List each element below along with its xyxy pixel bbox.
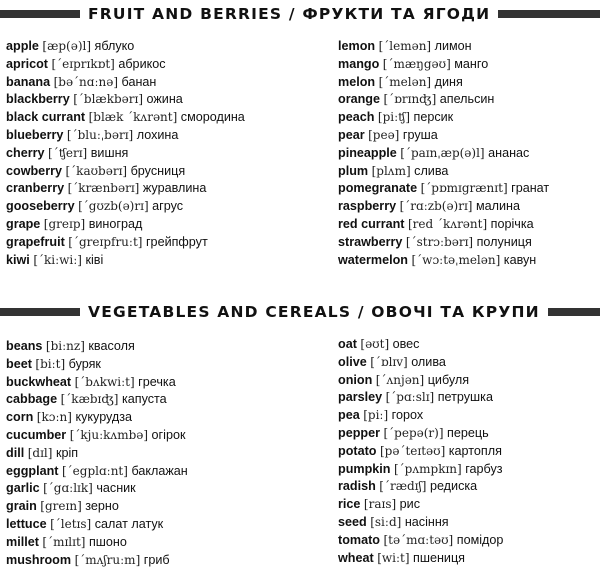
entry-word: orange xyxy=(338,92,380,107)
entry-word: onion xyxy=(338,372,373,387)
entry-word: dill xyxy=(6,445,25,460)
entry-word: pomegranate xyxy=(338,181,418,196)
vocab-entry xyxy=(338,478,503,496)
entry-word: red currant xyxy=(338,216,405,231)
entry-translation: овес xyxy=(392,337,420,351)
entry-transcription: [ˊmɪlɪt] xyxy=(42,534,86,549)
entry-word: melon xyxy=(338,74,376,89)
entry-word: garlic xyxy=(6,481,40,496)
entry-transcription: [ˊpaɪnˌæp(ə)l] xyxy=(400,145,485,160)
entry-translation: рис xyxy=(399,497,421,512)
entry-word: blueberry xyxy=(6,127,64,142)
entry-transcription: [piː] xyxy=(363,408,389,423)
entry-transcription: [ˊbluːˌbərɪ] xyxy=(66,127,134,142)
vocab-entry xyxy=(6,252,245,270)
entry-translation: ожина xyxy=(146,92,183,107)
entry-word: radish xyxy=(338,479,376,494)
entry-word: lettuce xyxy=(6,516,47,531)
entry-translation: лимон xyxy=(434,39,472,53)
entry-transcription: [ˊegplɑːnt] xyxy=(61,463,128,478)
vocab-entry xyxy=(338,91,549,109)
entry-transcription: [ˊpepə(r)] xyxy=(383,425,444,440)
entry-transcription: [wiːt] xyxy=(377,550,410,565)
entry-translation: лохина xyxy=(136,127,179,142)
vocab-entry xyxy=(338,354,503,372)
vocab-entry xyxy=(338,407,503,425)
vocab-entry xyxy=(338,198,549,216)
entry-transcription: [ˊɒrɪnʤ] xyxy=(383,92,437,107)
entry-translation: малина xyxy=(475,199,520,214)
vocab-entry xyxy=(338,550,503,568)
entry-word: grape xyxy=(6,216,41,231)
vocab-entry xyxy=(338,109,549,127)
vocab-entry xyxy=(6,198,245,216)
entry-word: parsley xyxy=(338,390,383,405)
vocab-entry xyxy=(6,163,245,181)
entry-word: mango xyxy=(338,56,380,71)
vegetables-list-left xyxy=(6,338,188,569)
entry-transcription: [æp(ə)l] xyxy=(42,39,92,53)
vocab-entry xyxy=(338,443,503,461)
entry-translation: слива xyxy=(414,163,449,178)
vegetables-section-header xyxy=(0,300,600,324)
entry-word: olive xyxy=(338,354,367,369)
entry-word: blackberry xyxy=(6,92,70,107)
entry-transcription: [ˊbʌkwiːt] xyxy=(74,374,135,389)
vocab-entry xyxy=(6,74,245,92)
entry-transcription: [ˊmʌʃruːm] xyxy=(74,552,141,567)
vocab-entry xyxy=(6,338,188,356)
entry-translation: манго xyxy=(454,56,489,71)
entry-transcription: [ˊɒlɪv] xyxy=(370,354,408,369)
entry-word: apple xyxy=(6,39,39,53)
entry-translation: полуниця xyxy=(476,234,532,249)
header-bar-left xyxy=(0,10,80,18)
entry-word: seed xyxy=(338,514,367,529)
entry-transcription: [ˊkjuːkʌmbə] xyxy=(69,427,149,442)
entry-translation: зерно xyxy=(85,499,119,514)
entry-translation: огірок xyxy=(151,427,186,442)
entry-transcription: [plʌm] xyxy=(371,163,411,178)
entry-transcription: [ˊgʊzb(ə)rɪ] xyxy=(78,199,149,214)
entry-transcription: [ˊlemən] xyxy=(378,39,432,53)
entry-translation: петрушка xyxy=(437,390,493,405)
entry-transcription: [ˊgɑːlɪk] xyxy=(43,481,93,496)
entry-translation: брусниця xyxy=(130,163,186,178)
entry-transcription: [raɪs] xyxy=(363,497,397,512)
header-bar-right xyxy=(548,308,600,316)
entry-transcription: [ˊblækbərɪ] xyxy=(73,92,144,107)
entry-transcription: [pəˊteɪtəʊ] xyxy=(379,443,446,458)
vocab-entry xyxy=(338,38,549,56)
entry-word: pineapple xyxy=(338,145,397,160)
entry-translation: персик xyxy=(413,110,454,125)
entry-word: gooseberry xyxy=(6,199,75,214)
entry-transcription: [ˊeɪprɪkɒt] xyxy=(51,56,115,71)
entry-translation: часник xyxy=(96,481,136,496)
vocab-entry xyxy=(6,56,245,74)
header-bar-left xyxy=(0,308,80,316)
vocab-entry xyxy=(6,91,245,109)
entry-word: black currant xyxy=(6,110,86,125)
entry-word: millet xyxy=(6,534,39,549)
entry-translation: горох xyxy=(391,408,424,423)
entry-transcription: [ˊkaʊbərɪ] xyxy=(65,163,128,178)
entry-transcription: [ˊʧerɪ] xyxy=(48,145,88,160)
entry-transcription: [ˊpɑːslɪ] xyxy=(385,390,435,405)
entry-word: cowberry xyxy=(6,163,62,178)
entry-word: watermelon xyxy=(338,252,408,267)
entry-transcription: [ˊpʌmpkɪn] xyxy=(393,461,462,476)
entry-transcription: [ˊletɪs] xyxy=(50,516,92,531)
entry-translation: кріп xyxy=(55,445,79,460)
vocab-entry xyxy=(6,109,245,127)
vocab-entry xyxy=(338,74,549,92)
entry-translation: агрус xyxy=(152,199,184,214)
entry-translation: порічка xyxy=(490,216,534,231)
entry-word: peach xyxy=(338,110,375,125)
vocab-entry xyxy=(338,389,503,407)
entry-transcription: [ˊkrænbərɪ] xyxy=(67,181,140,196)
entry-transcription: [greɪp] xyxy=(43,216,86,231)
entry-translation: вишня xyxy=(90,145,129,160)
vocab-entry xyxy=(6,234,245,252)
entry-translation: ананас xyxy=(488,145,530,160)
entry-word: buckwheat xyxy=(6,374,72,389)
entry-word: grapefruit xyxy=(6,234,65,249)
entry-word: pear xyxy=(338,127,365,142)
entry-translation: кавун xyxy=(503,252,537,267)
entry-word: rice xyxy=(338,497,361,512)
entry-translation: пшоно xyxy=(88,534,127,549)
entry-translation: журавлина xyxy=(142,181,207,196)
entry-translation: банан xyxy=(121,74,157,89)
entry-transcription: [bəˊnɑːnə] xyxy=(53,74,119,89)
entry-transcription: [ˊmæŋgəʊ] xyxy=(382,56,451,71)
entry-translation: помідор xyxy=(456,532,504,547)
entry-translation: пшениця xyxy=(413,550,465,565)
entry-translation: гранат xyxy=(511,181,550,196)
header-bar-right xyxy=(498,10,600,18)
entry-translation: картопля xyxy=(448,443,502,458)
entry-translation: насіння xyxy=(404,514,449,529)
entry-word: cucumber xyxy=(6,427,67,442)
entry-word: corn xyxy=(6,410,34,425)
entry-translation: виноград xyxy=(88,216,143,231)
entry-word: banana xyxy=(6,74,51,89)
vegetables-section-title: VEGETABLES AND CEREALS / ОВОЧІ ТА КРУПИ xyxy=(88,303,540,321)
vocab-entry xyxy=(6,552,188,569)
vocab-entry xyxy=(6,534,188,552)
vocab-entry xyxy=(6,516,188,534)
vocab-entry xyxy=(6,216,245,234)
vocab-entry xyxy=(338,180,549,198)
entry-transcription: [biːt] xyxy=(35,356,66,371)
entry-translation: квасоля xyxy=(88,339,135,353)
entry-transcription: [ˊwɔːtəˌmelən] xyxy=(411,252,501,267)
entry-translation: гречка xyxy=(138,374,176,389)
entry-word: wheat xyxy=(338,550,374,565)
vocab-entry xyxy=(6,180,245,198)
entry-transcription: [ˊgreɪpfruːt] xyxy=(68,234,143,249)
entry-word: tomato xyxy=(338,532,380,547)
entry-word: apricot xyxy=(6,56,48,71)
entry-transcription: [ˊʌnjən] xyxy=(375,372,425,387)
entry-transcription: [peə] xyxy=(368,127,400,142)
vocab-entry xyxy=(6,391,188,409)
entry-transcription: [ˊmelən] xyxy=(378,74,432,89)
entry-word: grain xyxy=(6,499,37,514)
vocab-entry xyxy=(338,216,549,234)
entry-transcription: [ˊstrɔːbərɪ] xyxy=(405,234,474,249)
entry-translation: гриб xyxy=(143,552,170,567)
entry-word: pumpkin xyxy=(338,461,391,476)
entry-word: eggplant xyxy=(6,463,59,478)
entry-translation: апельсин xyxy=(439,92,495,107)
vocab-entry xyxy=(6,463,188,481)
vocab-entry xyxy=(6,127,245,145)
vocab-entry xyxy=(6,356,188,374)
entry-word: cranberry xyxy=(6,181,65,196)
entry-translation: олива xyxy=(411,354,446,369)
entry-transcription: [piːʧ] xyxy=(377,110,411,125)
entry-translation: буряк xyxy=(68,356,101,371)
vocab-entry xyxy=(6,427,188,445)
entry-transcription: [ˊpɒmɪgrænɪt] xyxy=(420,181,508,196)
entry-transcription: [red ˊkʌrənt] xyxy=(408,216,488,231)
entry-translation: перець xyxy=(447,425,489,440)
fruit-section-header xyxy=(0,2,600,26)
entry-transcription: [dɪl] xyxy=(27,445,53,460)
vocab-entry xyxy=(338,514,503,532)
entry-word: potato xyxy=(338,443,377,458)
entry-transcription: [ˊkæbɪʤ] xyxy=(60,392,119,407)
entry-transcription: [biːnz] xyxy=(45,339,85,353)
entry-transcription: [greɪn] xyxy=(40,499,82,514)
entry-translation: грейпфрут xyxy=(145,234,208,249)
vocab-entry xyxy=(338,234,549,252)
entry-translation: абрикос xyxy=(118,56,166,71)
entry-translation: баклажан xyxy=(131,463,188,478)
entry-transcription: [təˊmɑːtəʊ] xyxy=(383,532,454,547)
vocab-entry xyxy=(338,425,503,443)
entry-translation: ківі xyxy=(85,252,104,267)
vocab-entry xyxy=(338,127,549,145)
entry-translation: салат латук xyxy=(94,516,164,531)
fruit-list-right xyxy=(338,38,549,269)
entry-transcription: [ˊrɑːzb(ə)rɪ] xyxy=(399,199,473,214)
entry-word: plum xyxy=(338,163,369,178)
entry-word: mushroom xyxy=(6,552,72,567)
vocab-entry xyxy=(6,38,245,56)
entry-translation: смородина xyxy=(180,110,245,125)
entry-translation: диня xyxy=(434,74,463,89)
vocab-entry xyxy=(6,409,188,427)
fruit-list-left xyxy=(6,38,245,269)
entry-transcription: [ˊrædɪʃ] xyxy=(379,479,427,494)
entry-word: raspberry xyxy=(338,199,397,214)
entry-word: beet xyxy=(6,356,32,371)
vocab-entry xyxy=(338,532,503,550)
vegetables-list-right xyxy=(338,336,503,567)
vocab-entry xyxy=(338,336,503,354)
vocab-entry xyxy=(6,445,188,463)
vocab-entry xyxy=(338,252,549,270)
entry-translation: капуста xyxy=(121,392,167,407)
vocab-entry xyxy=(6,498,188,516)
vocab-entry xyxy=(338,163,549,181)
vocab-entry xyxy=(338,461,503,479)
vocab-entry xyxy=(6,374,188,392)
vocab-entry xyxy=(338,145,549,163)
entry-translation: кукурудза xyxy=(75,410,133,425)
entry-word: pea xyxy=(338,408,360,423)
entry-transcription: [blæk ˊkʌrənt] xyxy=(88,110,178,125)
entry-word: kiwi xyxy=(6,252,30,267)
vocab-entry xyxy=(6,145,245,163)
entry-word: pepper xyxy=(338,425,380,440)
fruit-section-title: FRUIT AND BERRIES / ФРУКТИ ТА ЯГОДИ xyxy=(88,5,491,23)
entry-translation: редиска xyxy=(429,479,478,494)
entry-transcription: [siːd] xyxy=(370,514,402,529)
entry-word: cherry xyxy=(6,145,45,160)
vocab-entry xyxy=(338,56,549,74)
entry-word: cabbage xyxy=(6,392,58,407)
entry-word: oat xyxy=(338,337,357,351)
vocab-entry xyxy=(6,480,188,498)
entry-transcription: [əʊt] xyxy=(360,337,390,351)
vocab-entry xyxy=(338,496,503,514)
entry-translation: цибуля xyxy=(427,372,470,387)
entry-translation: груша xyxy=(402,127,438,142)
vocab-entry xyxy=(338,372,503,390)
entry-word: strawberry xyxy=(338,234,403,249)
entry-translation: яблуко xyxy=(94,39,135,53)
entry-word: lemon xyxy=(338,39,376,53)
entry-transcription: [ˊkiːwiː] xyxy=(33,252,82,267)
entry-word: beans xyxy=(6,339,43,353)
entry-transcription: [kɔːn] xyxy=(36,410,72,425)
entry-translation: гарбуз xyxy=(465,461,503,476)
